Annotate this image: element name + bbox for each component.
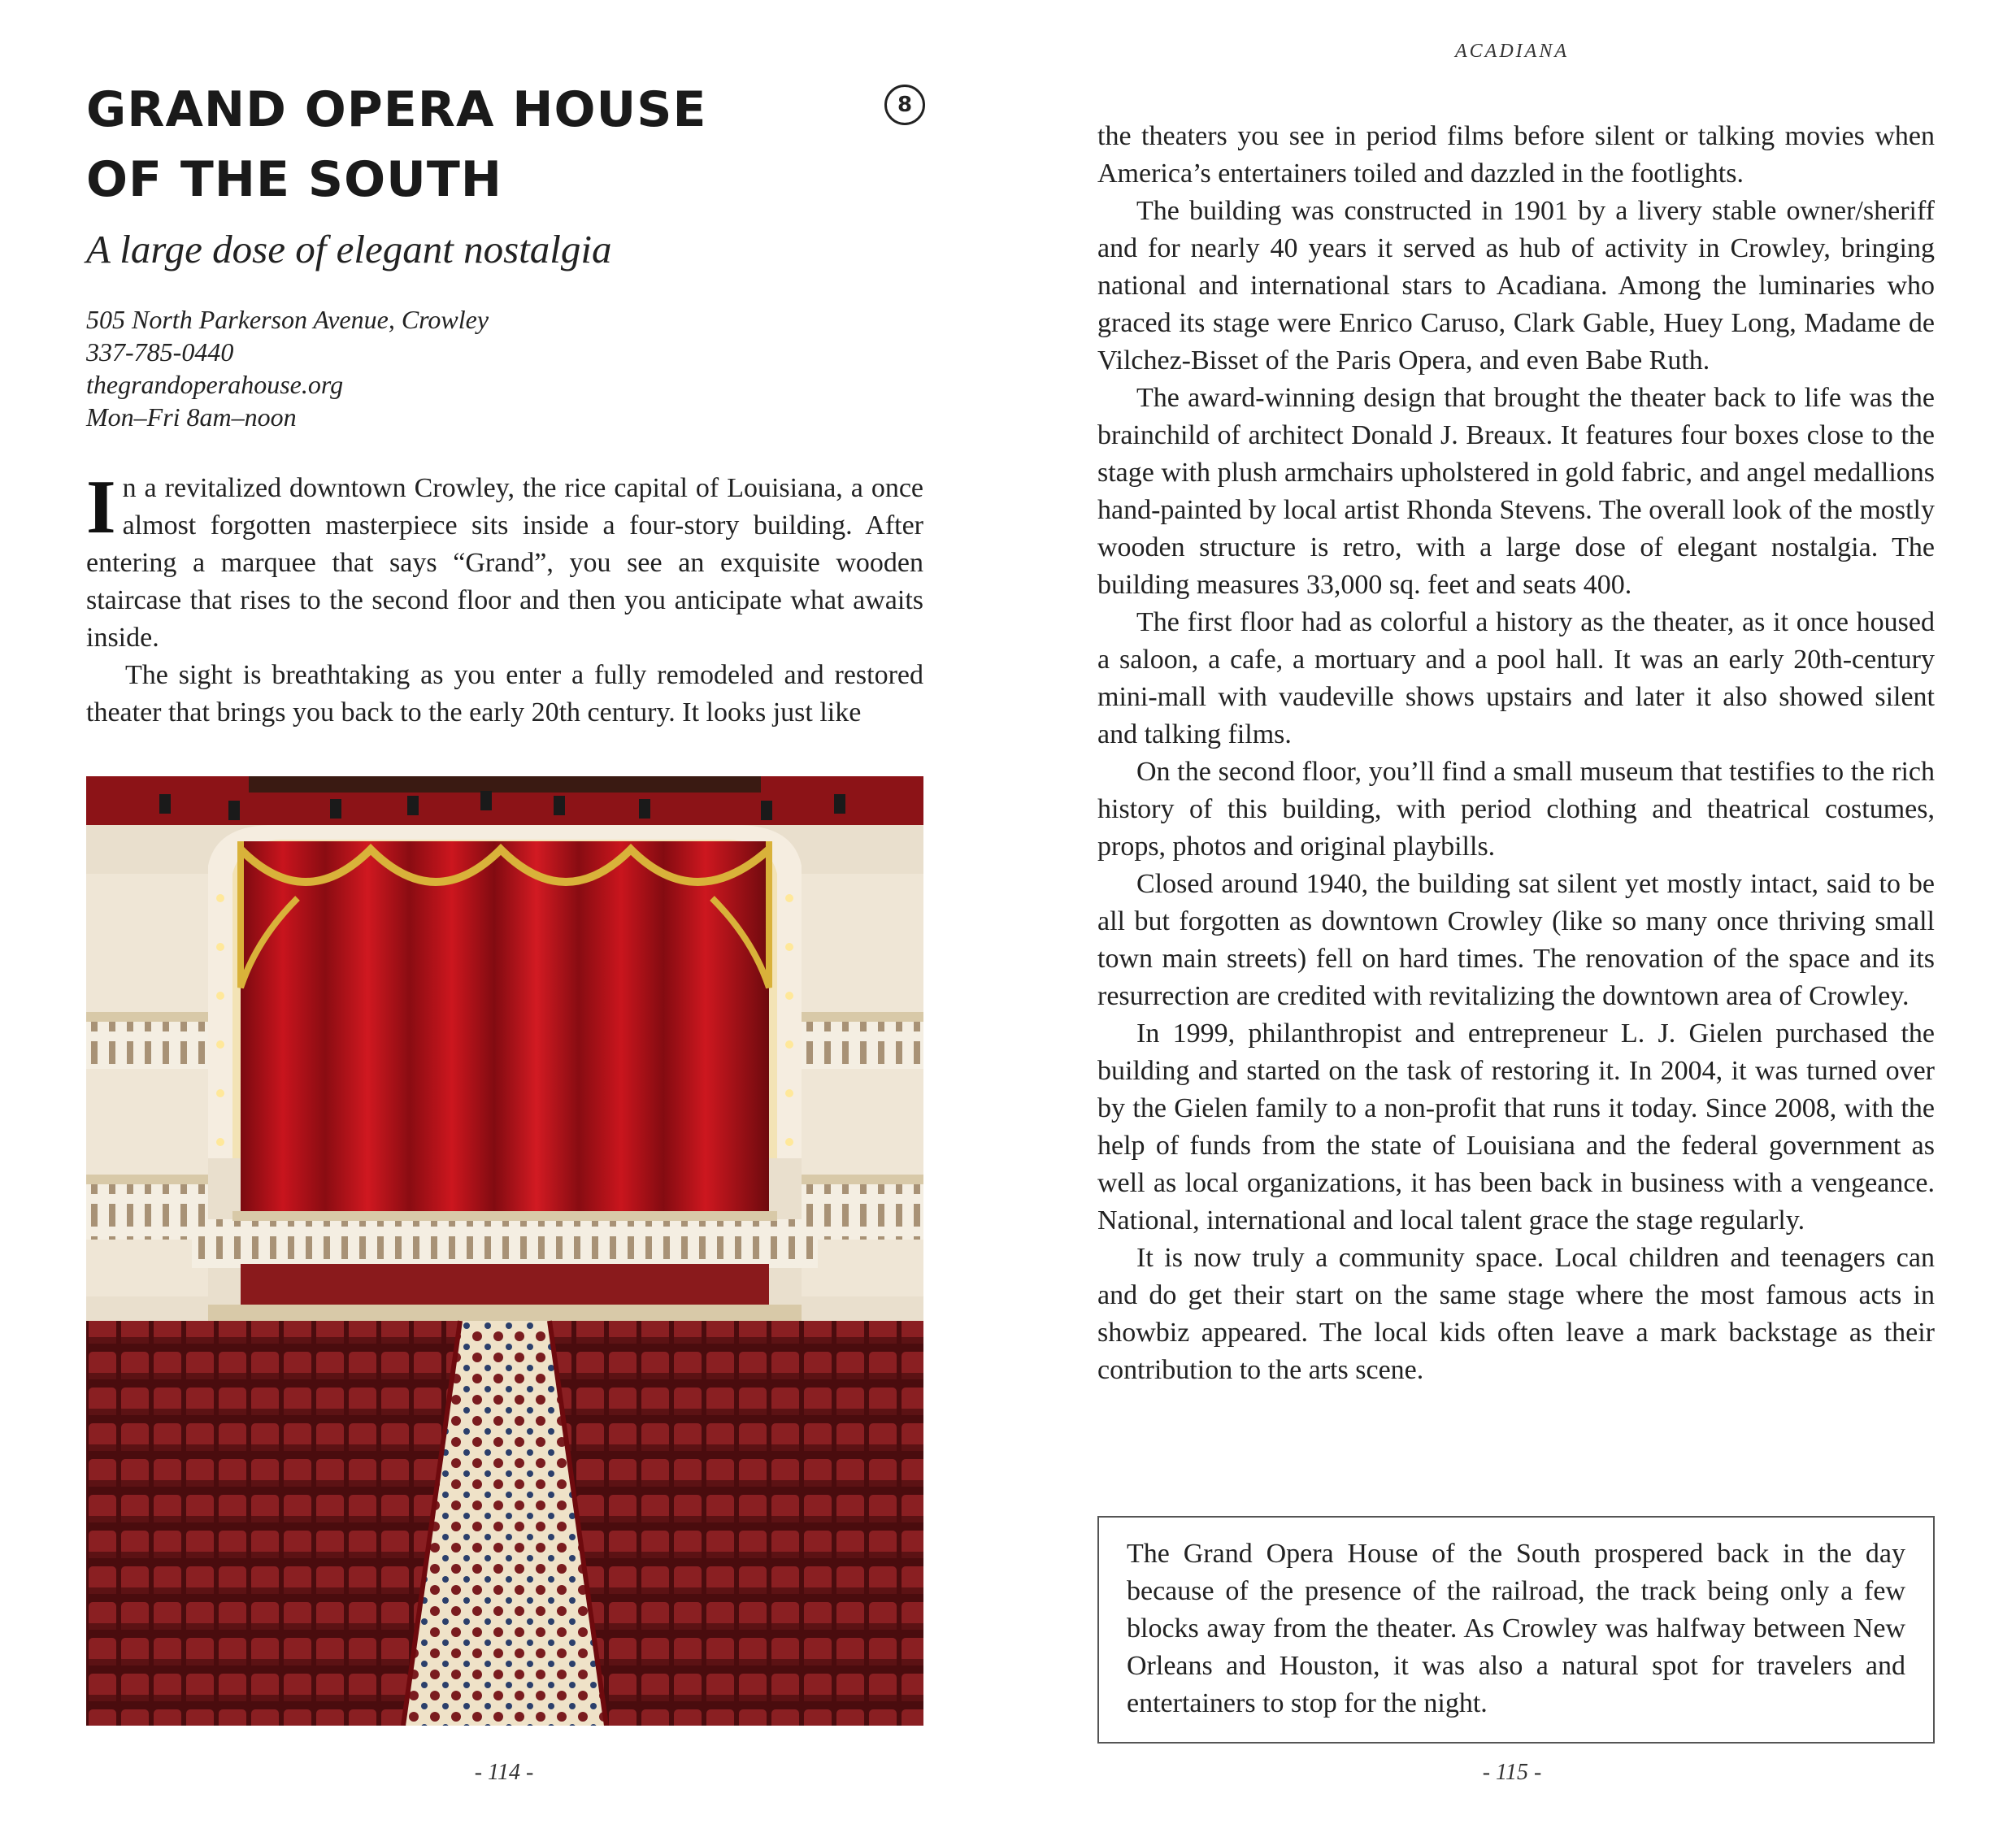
right-page xyxy=(1008,0,2016,1824)
page-number: - 115 - xyxy=(1482,1760,1542,1785)
paragraph: The award-winning design that brought the theater back to life was the brainchild of architect Donald J. Breaux. It features four boxes close to the stage with plush armchairs upholstered in gold fabric, and angel medallions hand-painted by local artist Rhonda Stevens. The overall look of the mostly wooden structure is retro, with a large dose of elegant nostalgia. The building measures 33,000 sq. feet and seats 400. xyxy=(1097,383,1935,600)
paragraph: Closed around 1940, the building sat silent yet mostly intact, said to be all but forgotten as downtown Crowley (like so many once thriving small town main streets) fell on hard times. The renovation of the space and its resurrection are credited with revitalizing the downtown area of Crowley. xyxy=(1097,869,1935,1011)
paragraph: On the second floor, you’ll find a small museum that testifies to the rich history of this building, with period clothing and theatrical costumes, props, photos and original playbills. xyxy=(1097,757,1935,862)
site-number-badge: 8 xyxy=(884,85,925,125)
paragraph: The building was constructed in 1901 by a livery stable owner/sheriff and for nearly 40 years it served as hub of activity in Crowley, bringing national and international stars to Acadiana. Among the luminaries who graced its stage were Enrico Caruso, Clark Gable, Huey Long, Madame de Vilchez-Bisset of the Paris Opera, and even Babe Ruth. xyxy=(1097,196,1935,376)
paragraph-text: n a revitalized downtown Crowley, the rice capital of Louisiana, a once almost forgotten masterpiece sits inside a four-story building. After entering a marquee that says “Grand”, you see an exquisite wooden staircase that rises to the second floor and then you anticipate what awaits inside. xyxy=(86,473,923,653)
paragraph: In 1999, philanthropist and entrepreneur L. J. Gielen purchased the building and started on the task of restoring it. In 2004, it was turned over by the Gielen family to a non-profit that runs it today. Since 2008, with the help of funds from the state of Louisiana and the federal government as well as local organizations, it has been back in business with a vengeance. National, international and local talent grace the stage regularly. xyxy=(1097,1018,1935,1236)
phone: 337-785-0440 xyxy=(86,337,234,367)
title-line-2: OF THE SOUTH xyxy=(86,151,502,208)
running-head: ACADIANA xyxy=(1455,41,1569,62)
page-title xyxy=(86,75,818,215)
paragraph: the theaters you see in period films before silent or talking movies when America’s entertainers toiled and dazzled in the footlights. xyxy=(1097,121,1935,189)
drop-cap: I xyxy=(86,465,116,549)
page-number: - 114 - xyxy=(474,1760,534,1785)
paragraph xyxy=(86,465,923,657)
title-line-1: GRAND OPERA HOUSE xyxy=(86,81,707,138)
paragraph: It is now truly a community space. Local children and teenagers can and do get their start on the same stage where the most famous acts in showbiz appeared. The local kids often leave a mark backstage as their contribution to the arts scene. xyxy=(1097,1243,1935,1385)
paragraph: The sight is breathtaking as you enter a fully remodeled and restored theater that brings you back to the early 20th century. It looks just like xyxy=(86,660,923,727)
hours: Mon–Fri 8am–noon xyxy=(86,402,297,432)
left-body-text xyxy=(86,465,923,732)
paragraph: The first floor had as colorful a history as the theater, as it once housed a saloon, a cafe, a mortuary and a pool hall. It was an early 20th-century mini-mall with vaudeville shows upstairs and later it also showed silent and talking films. xyxy=(1097,607,1935,749)
theater-photo xyxy=(86,776,923,1726)
info-block xyxy=(86,303,818,433)
subtitle: A large dose of elegant nostalgia xyxy=(86,227,612,271)
website: thegrandoperahouse.org xyxy=(86,370,344,399)
right-body-text xyxy=(1097,118,1935,1389)
sidebar-box: The Grand Opera House of the South prospered back in the day because of the presence of the railroad, the track being only a few blocks away from the theater. As Crowley was halfway between New Orleans and Houston, it was also a natural spot for travelers and entertainers to stop for the night. xyxy=(1097,1516,1935,1744)
address: 505 North Parkerson Avenue, Crowley xyxy=(86,305,489,334)
